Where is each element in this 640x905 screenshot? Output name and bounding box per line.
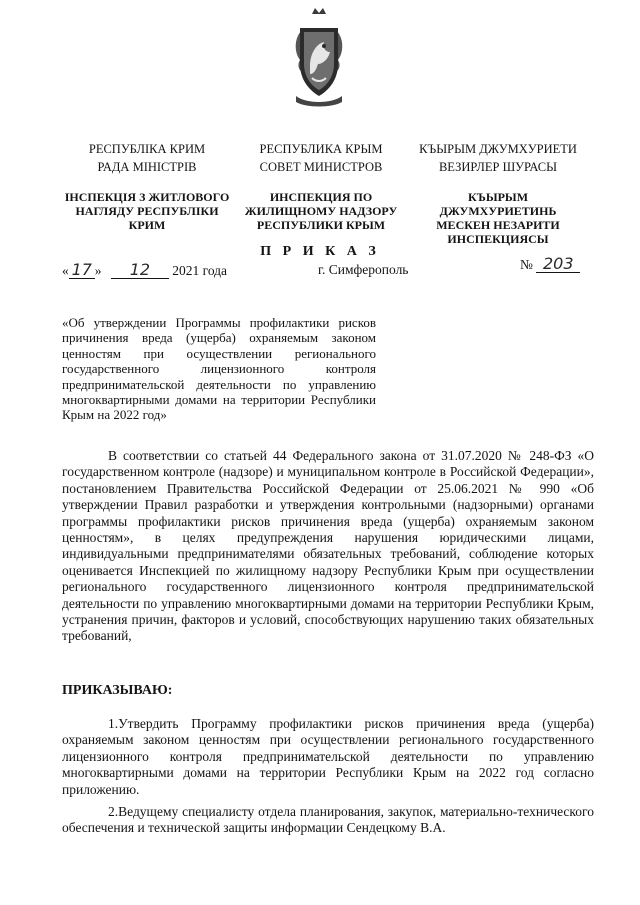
date-month: 12: [111, 262, 169, 279]
republic-name: РЕСПУБЛИКА КРЫМ: [259, 142, 383, 156]
republic-name: КЪЫРЫМ ДЖУМХУРИЕТИ: [419, 142, 577, 156]
preamble-paragraph: В соответствии со статьей 44 Федерального закона от 31.07.2020 № 248-ФЗ «О государственном контроле (надзоре) и муниципальном контроле в Российской Федерации», постановлением Правительства Российской Федерации от 25.06.2021 № 990 «Об утверждении Правил разработки и утверждения контрольными (надзорными) органами программы профилактики рисков причинения вреда (ущерба) охраняемым законом ценностям», в целях предупреждения нарушения юридическими лицами, индивидуальными предпринимателями обязательных требований, соблюдение которых оценивается Инспекцией по жилищному надзору Республики Крым при осуществлении регионального государственного лицензионного контроля предпринимательской деятельности по управлению многоквартирными домами на территории Республики Крым, устранения причин, факторов и условий, способствующих нарушению таких обязательных требований,: [62, 448, 594, 644]
date-year: 2021 года: [172, 263, 228, 278]
document-subject: «Об утверждении Программы профилактики рисков причинения вреда (ущерба) охраняемым законом ценностям при осуществлении регионального государственного лицензионного контроля предпринимательской деятельности по управлению многоквартирными домами на территории Республики Крым на 2022 год»: [62, 315, 376, 423]
republic-name: РЕСПУБЛІКА КРИМ: [88, 142, 206, 156]
council-name: РАДА МІНІСТРІВ: [97, 160, 197, 174]
date-day: 17: [69, 262, 95, 279]
document-date: « 17 » 12 2021 года: [62, 260, 228, 279]
inspection-name: ІНСПЕКЦІЯ З ЖИТЛОВОГО НАГЛЯДУ РЕСПУБЛІКИ КРИМ: [64, 190, 230, 232]
council-name: СОВЕТ МИНИСТРОВ: [259, 160, 383, 174]
order-item-2: 2.Ведущему специалисту отдела планирования, закупок, материально-технического обеспечения и технической защиты информации Сендецкому В.А.: [62, 804, 594, 836]
order-item-1: 1.Утвердить Программу профилактики рисков причинения вреда (ущерба) охраняемым законом ценностям при осуществлении регионального государственного лицензионного контроля предпринимательской деятельности по управлению многоквартирными домами на территории Республики Крым на 2022 год согласно приложению.: [62, 716, 594, 797]
council-name: ВЕЗИРЛЕР ШУРАСЫ: [438, 160, 558, 174]
inspection-name: ИНСПЕКЦИЯ ПО ЖИЛИЩНОМУ НАДЗОРУ РЕСПУБЛИКИ КРЫМ: [244, 190, 398, 232]
header-column-crimean-tatar: [410, 140, 586, 246]
document-number-value: 203: [536, 256, 580, 273]
header-column-russian: [236, 140, 406, 232]
document-number: № 203: [520, 256, 580, 273]
document-title: П Р И К А З: [260, 244, 380, 259]
inspection-name: КЪЫРЫМ ДЖУМХУРИЕТИНЬ МЕСКЕН НЕЗАРИТИ ИНСПЕКЦИЯСЫ: [436, 190, 560, 246]
coat-of-arms-icon: [290, 8, 348, 108]
document-city: г. Симферополь: [318, 262, 409, 277]
header-column-ukrainian: [62, 140, 232, 232]
order-heading: ПРИКАЗЫВАЮ:: [62, 683, 173, 698]
